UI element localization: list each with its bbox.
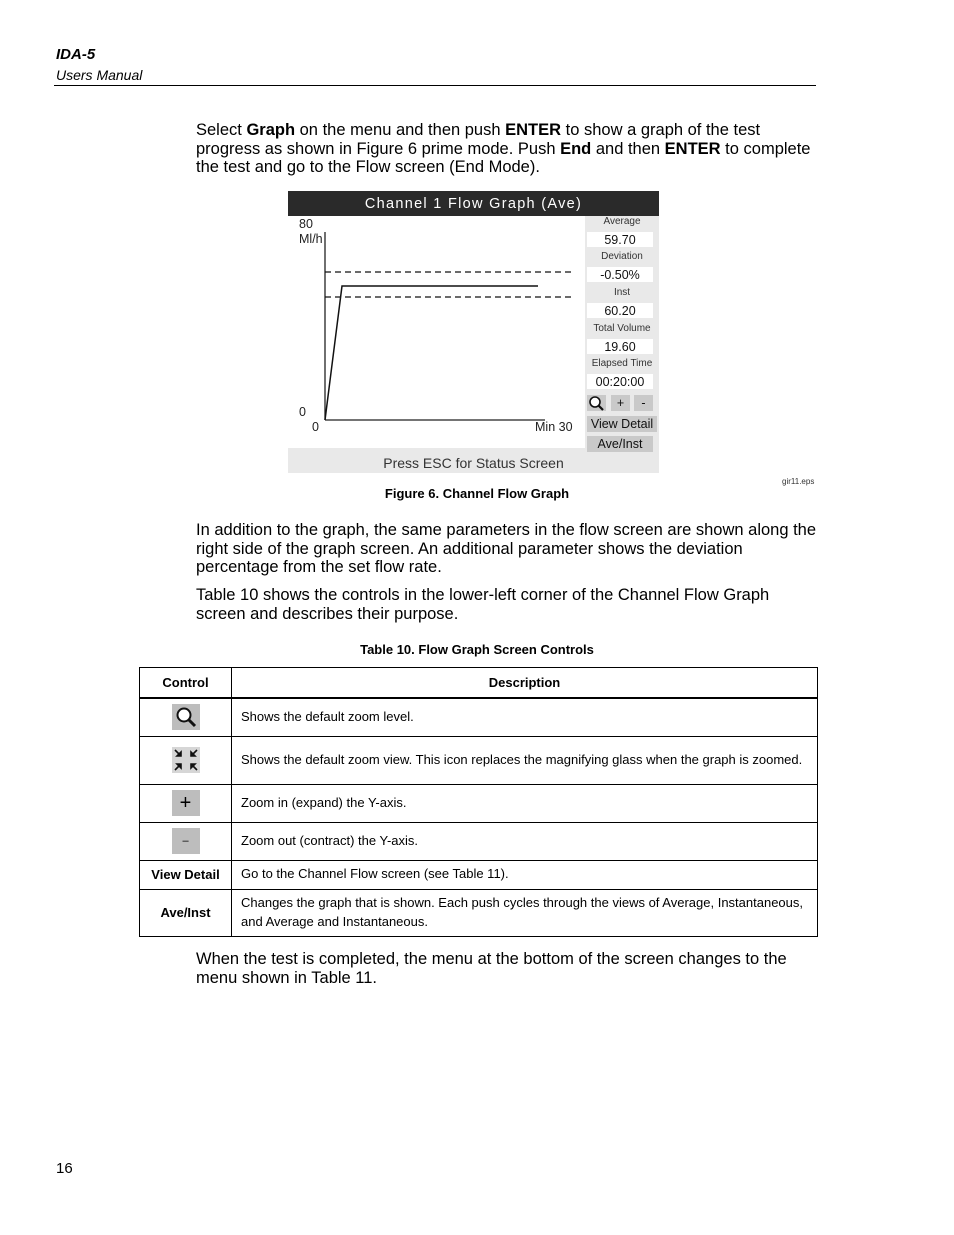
y-axis-unit-label: Ml/h <box>299 232 323 246</box>
control-cell <box>140 698 232 736</box>
ave-inst-button[interactable]: Ave/Inst <box>587 436 653 452</box>
plus-icon: + <box>172 790 200 816</box>
zoom-out-button[interactable]: - <box>634 395 653 411</box>
graph-footer-text: Press ESC for Status Screen <box>383 455 564 471</box>
table-row <box>140 860 818 889</box>
figure-file-name: gir11.eps <box>782 477 815 486</box>
control-cell: View Detail <box>140 860 232 889</box>
description-cell: Go to the Channel Flow screen (see Table 11). <box>232 860 818 889</box>
description-cell: Zoom out (contract) the Y-axis. <box>232 822 818 860</box>
figure-caption: Figure 6. Channel Flow Graph <box>384 486 570 501</box>
table-header-row <box>140 668 818 699</box>
graph-area <box>288 216 585 448</box>
table-row <box>140 889 818 936</box>
column-header-control: Control <box>140 668 232 699</box>
minus-icon: – <box>172 828 200 854</box>
column-header-description: Description <box>232 668 818 699</box>
table-row <box>140 698 818 736</box>
document-title: IDA-5 <box>56 46 96 63</box>
page-number: 16 <box>56 1160 73 1177</box>
magnifier-icon <box>587 395 606 411</box>
x-axis-max-label: Min 30 <box>535 420 573 434</box>
document-subtitle: Users Manual <box>56 67 143 83</box>
elapsed-time-label: Elapsed Time <box>591 358 653 369</box>
paragraph-end-mode: When the test is completed, the menu at the bottom of the screen changes to the menu shown in Table 11. <box>196 950 787 987</box>
controls-table <box>139 667 818 937</box>
control-cell <box>140 784 232 822</box>
table-row <box>140 736 818 784</box>
total-volume-value: 19.60 <box>587 339 653 354</box>
control-cell <box>140 822 232 860</box>
inst-label: Inst <box>613 287 631 298</box>
channel-flow-graph-figure <box>288 191 659 473</box>
y-axis-min-label: 0 <box>299 405 306 419</box>
x-axis-min-label: 0 <box>312 420 319 434</box>
collapse-arrows-icon <box>172 747 200 773</box>
inst-value: 60.20 <box>587 303 653 318</box>
magnifier-icon <box>172 704 200 730</box>
graph-title-bar: Channel 1 Flow Graph (Ave) <box>288 191 659 216</box>
zoom-in-button[interactable]: + <box>611 395 630 411</box>
control-cell <box>140 736 232 784</box>
average-label: Average <box>603 216 641 227</box>
zoom-default-button[interactable] <box>587 395 606 411</box>
deviation-value: -0.50% <box>587 267 653 282</box>
description-cell: Changes the graph that is shown. Each push cycles through the views of Average, Instantaneous, and Average and Instantaneous. <box>232 889 818 936</box>
description-cell: Zoom in (expand) the Y-axis. <box>232 784 818 822</box>
table-row <box>140 822 818 860</box>
flow-series-line <box>325 286 538 420</box>
description-cell: Shows the default zoom level. <box>232 698 818 736</box>
table-caption: Table 10. Flow Graph Screen Controls <box>360 642 594 657</box>
average-value: 59.70 <box>587 232 653 247</box>
y-axis-max-label: 80 <box>299 217 313 231</box>
table-row <box>140 784 818 822</box>
header-rule <box>54 85 816 86</box>
flow-plot <box>288 216 585 448</box>
paragraph-graph-parameters: In addition to the graph, the same parameters in the flow screen are shown along the right side of the graph screen. An additional parameter shows the deviation percentage from the set flow rate. <box>196 521 817 576</box>
intro-paragraph: Select Graph on the menu and then push ENTER to show a graph of the test progress as shown in Figure 6 prime mode. Push End and then ENTER to complete the test and go to the Flow screen (End Mode). <box>196 121 811 176</box>
elapsed-time-value: 00:20:00 <box>587 374 653 389</box>
parameter-panel <box>585 216 659 451</box>
view-detail-button[interactable]: View Detail <box>587 416 657 432</box>
description-cell: Shows the default zoom view. This icon replaces the magnifying glass when the graph is zoomed. <box>232 736 818 784</box>
control-cell: Ave/Inst <box>140 889 232 936</box>
deviation-label: Deviation <box>601 251 643 262</box>
paragraph-table-intro: Table 10 shows the controls in the lower-left corner of the Channel Flow Graph screen and describes their purpose. <box>196 586 770 623</box>
total-volume-label: Total Volume <box>593 323 651 334</box>
